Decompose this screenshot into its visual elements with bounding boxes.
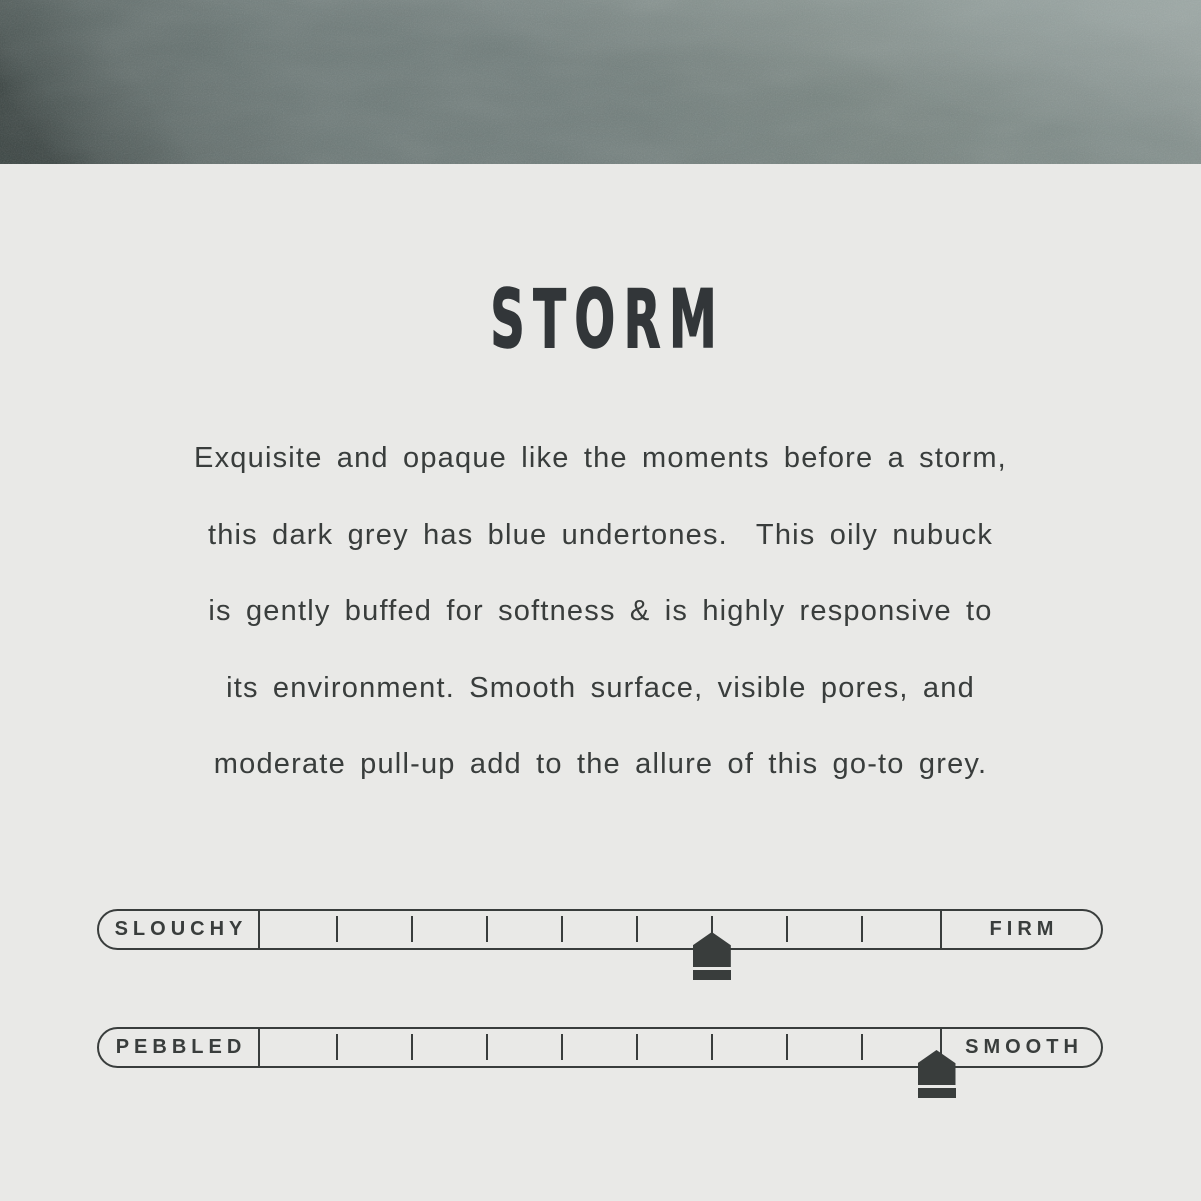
tick-mark bbox=[636, 1034, 638, 1060]
marker-pointer-icon bbox=[693, 932, 731, 967]
tick-mark bbox=[486, 1034, 488, 1060]
scale-right-label: SMOOTH bbox=[940, 1029, 1101, 1066]
tick-mark bbox=[411, 916, 413, 942]
marker-bar-icon bbox=[918, 1088, 956, 1098]
leather-texture-graphic bbox=[0, 0, 1201, 164]
marker-bar-icon bbox=[693, 970, 731, 980]
marker-pointer-icon bbox=[918, 1050, 956, 1085]
description-line: this dark grey has blue undertones. This oily nubuck bbox=[207, 518, 994, 551]
texture-marker-icon bbox=[918, 1050, 956, 1098]
tick-mark bbox=[561, 1034, 563, 1060]
firmness-scale bbox=[97, 909, 1103, 950]
leather-swatch-image bbox=[0, 0, 1201, 164]
tick-mark bbox=[336, 916, 338, 942]
description-line: is gently buffed for softness & is highly responsive to bbox=[208, 595, 993, 627]
tick-mark bbox=[861, 916, 863, 942]
description bbox=[0, 420, 1201, 803]
description-line: moderate pull-up add to the allure of this go-to grey. bbox=[213, 748, 988, 780]
title-row bbox=[0, 273, 1201, 366]
scale-right-label: FIRM bbox=[940, 911, 1101, 948]
description-line: its environment. Smooth surface, visible pores, and bbox=[226, 671, 975, 704]
tick-mark bbox=[711, 1034, 713, 1060]
scale-left-label: SLOUCHY bbox=[99, 911, 260, 948]
description-line: Exquisite and opaque like the moments before a storm, bbox=[194, 442, 1007, 474]
tick-mark bbox=[411, 1034, 413, 1060]
tick-mark bbox=[636, 916, 638, 942]
tick-mark bbox=[786, 916, 788, 942]
tick-mark bbox=[786, 1034, 788, 1060]
scale-track bbox=[263, 911, 937, 948]
page-title: STORM bbox=[490, 273, 725, 366]
tick-mark bbox=[561, 916, 563, 942]
scale-track bbox=[263, 1029, 937, 1066]
scale-left-label: PEBBLED bbox=[99, 1029, 260, 1066]
tick-mark bbox=[861, 1034, 863, 1060]
firmness-marker-icon bbox=[693, 932, 731, 980]
tick-mark bbox=[486, 916, 488, 942]
tick-mark bbox=[336, 1034, 338, 1060]
texture-scale bbox=[97, 1027, 1103, 1068]
